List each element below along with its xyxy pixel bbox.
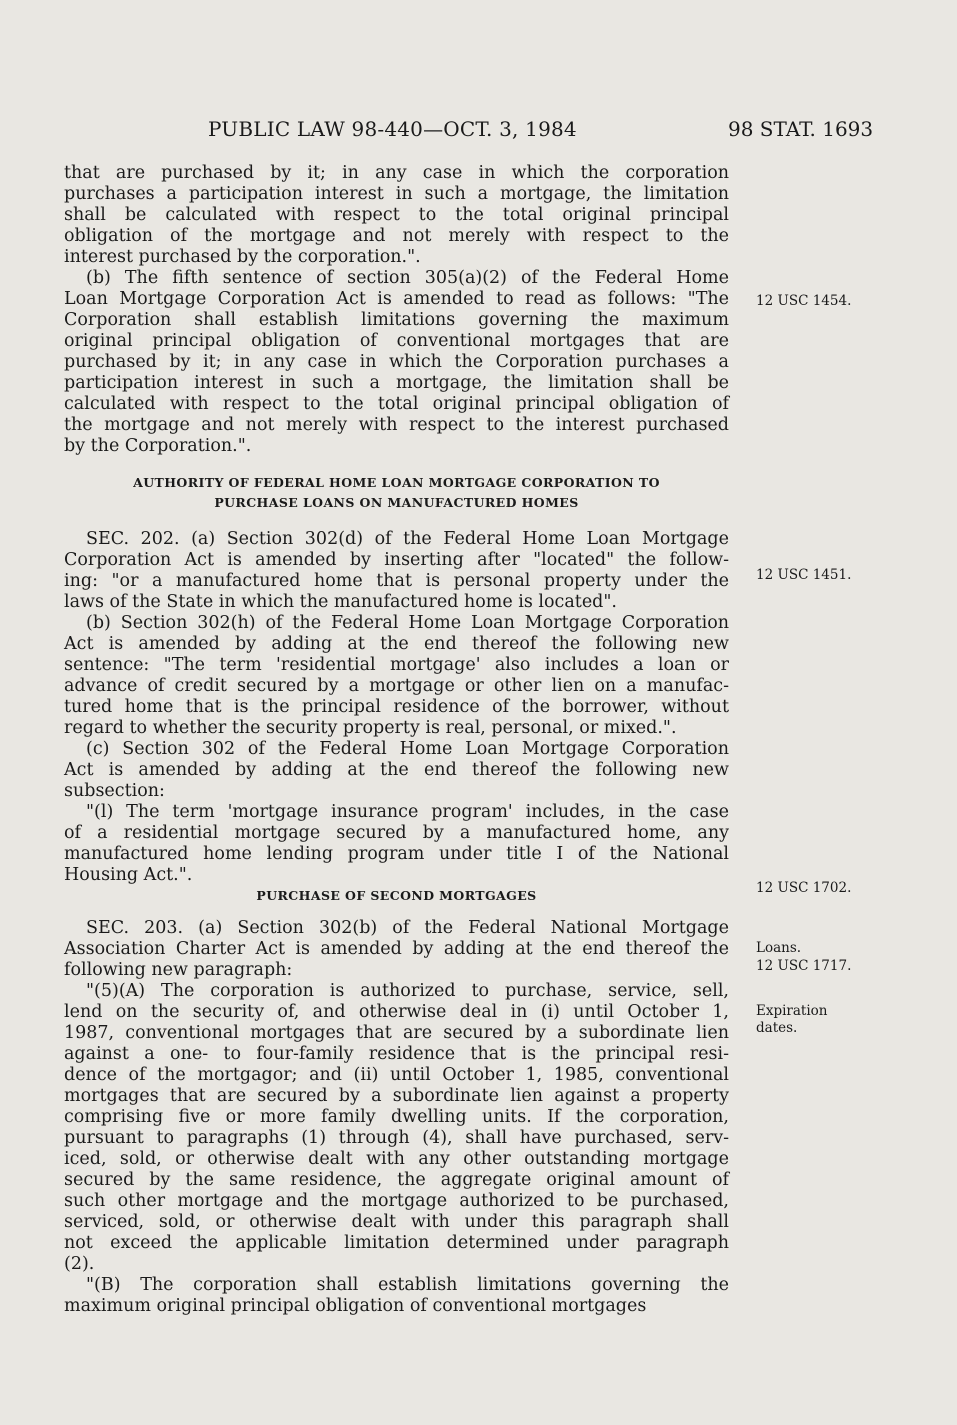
section-heading: PURCHASE LOANS ON MANUFACTURED HOMES — [214, 495, 579, 510]
text-line: Association Charter Act is amended by adding at the end thereof the — [64, 939, 729, 959]
text-line: dence of the mortgagor; and (ii) until October 1, 1985, conventional — [64, 1065, 729, 1085]
text-line: participation interest in such a mortgage, the limitation shall be — [64, 373, 729, 393]
text-line: (b) Section 302(h) of the Federal Home Loan Mortgage Corporation — [86, 613, 729, 633]
text-line: 1987, conventional mortgages that are secured by a subordinate lien — [64, 1023, 729, 1043]
text-line: subsection: — [64, 781, 165, 801]
margin-note-dates: dates. — [756, 1020, 798, 1036]
text-line: Corporation shall establish limitations governing the maximum — [64, 310, 729, 330]
text-line: shall be calculated with respect to the total original principal — [64, 205, 729, 225]
text-line: lend on the security of, and otherwise deal in (i) until October 1, — [64, 1002, 729, 1022]
text-line: sentence: "The term 'residential mortgage' also includes a loan or — [64, 655, 729, 675]
margin-citation: 12 USC 1717. — [756, 958, 852, 974]
text-line: iced, sold, or otherwise dealt with any other outstanding mortgage — [64, 1149, 729, 1169]
margin-note-expiration: Expiration — [756, 1003, 828, 1019]
text-line: mortgages that are secured by a subordinate lien against a property — [64, 1086, 729, 1106]
text-line: comprising five or more family dwelling units. If the corporation, — [64, 1107, 729, 1127]
text-line: laws of the State in which the manufactured home is located". — [64, 592, 617, 612]
text-line: Act is amended by adding at the end thereof the following new — [64, 760, 729, 780]
text-line: interest purchased by the corporation.". — [64, 247, 421, 267]
text-line: "(l) The term 'mortgage insurance program' includes, in the case — [86, 802, 729, 822]
text-line: calculated with respect to the total original principal obligation of — [64, 394, 729, 414]
text-line: regard to whether the security property is real, personal, or mixed.". — [64, 718, 677, 738]
text-line: that are purchased by it; in any case in which the corporation — [64, 163, 729, 183]
text-line: original principal obligation of conventional mortgages that are — [64, 331, 729, 351]
text-line: secured by the same residence, the aggregate original amount of — [64, 1170, 729, 1190]
text-line: maximum original principal obligation of conventional mortgages — [64, 1296, 647, 1316]
margin-citation: 12 USC 1454. — [756, 293, 852, 309]
text-line: by the Corporation.". — [64, 436, 252, 456]
section-heading: PURCHASE OF SECOND MORTGAGES — [256, 888, 537, 903]
text-line: such other mortgage and the mortgage authorized to be purchased, — [64, 1191, 729, 1211]
margin-note-loans: Loans. — [756, 940, 802, 956]
text-line: manufactured home lending program under title I of the National — [64, 844, 729, 864]
text-line: purchases a participation interest in such a mortgage, the limitation — [64, 184, 729, 204]
text-line: (2). — [64, 1254, 95, 1274]
text-line: SEC. 202. (a) Section 302(d) of the Federal Home Loan Mortgage — [86, 529, 729, 549]
text-line: pursuant to paragraphs (1) through (4), shall have purchased, serv- — [64, 1128, 729, 1148]
text-line: (b) The fifth sentence of section 305(a)(2) of the Federal Home — [86, 268, 729, 288]
text-line: purchased by it; in any case in which the Corporation purchases a — [64, 352, 729, 372]
margin-citation: 12 USC 1702. — [756, 880, 852, 896]
text-line: "(B) The corporation shall establish limitations governing the — [86, 1275, 729, 1295]
text-line: tured home that is the principal residence of the borrower, without — [64, 697, 729, 717]
text-line: (c) Section 302 of the Federal Home Loan Mortgage Corporation — [86, 739, 729, 759]
text-line: ing: "or a manufactured home that is personal property under the — [64, 571, 729, 591]
margin-citation: 12 USC 1451. — [756, 567, 852, 583]
text-line: following new paragraph: — [64, 960, 293, 980]
section-heading: AUTHORITY OF FEDERAL HOME LOAN MORTGAGE CORPORATION TO — [133, 475, 660, 490]
text-line: of a residential mortgage secured by a manufactured home, any — [64, 823, 729, 843]
text-line: not exceed the applicable limitation determined under paragraph — [64, 1233, 729, 1253]
text-line: Loan Mortgage Corporation Act is amended to read as follows: "The — [64, 289, 729, 309]
text-line: serviced, sold, or otherwise dealt with under this paragraph shall — [64, 1212, 729, 1232]
body-text — [64, 163, 729, 1317]
text-line: "(5)(A) The corporation is authorized to purchase, service, sell, — [86, 981, 729, 1001]
text-line: against a one- to four-family residence that is the principal resi- — [64, 1044, 729, 1064]
text-line: advance of credit secured by a mortgage or other lien on a manufac- — [64, 676, 729, 696]
running-header-title: PUBLIC LAW 98-440—OCT. 3, 1984 — [208, 117, 577, 141]
running-header-page: 98 STAT. 1693 — [728, 117, 874, 141]
text-line: Corporation Act is amended by inserting after "located" the follow- — [64, 550, 729, 570]
text-line: Housing Act.". — [64, 865, 193, 885]
text-line: the mortgage and not merely with respect to the interest purchased — [64, 415, 729, 435]
text-line: SEC. 203. (a) Section 302(b) of the Federal National Mortgage — [86, 918, 729, 938]
text-line: Act is amended by adding at the end thereof the following new — [64, 634, 729, 654]
text-line: obligation of the mortgage and not merely with respect to the — [64, 226, 729, 246]
